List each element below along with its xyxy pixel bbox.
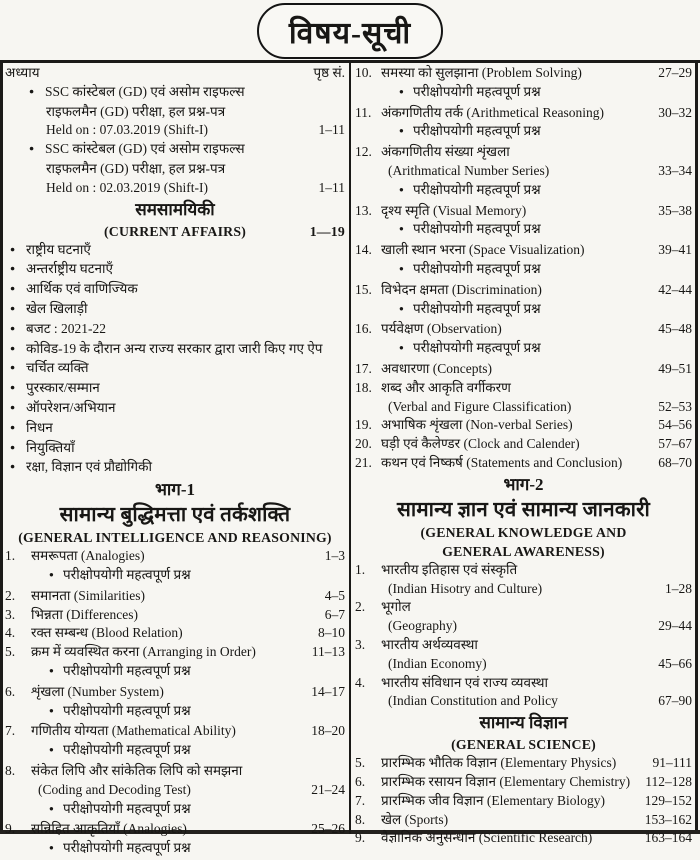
bullet-item-continuation xyxy=(5,179,345,198)
section-title-english xyxy=(355,523,692,542)
entry-text: पुरस्कार/सम्मान xyxy=(26,380,100,396)
toc-entry xyxy=(5,643,345,662)
bullet-item xyxy=(5,359,345,379)
page-range: 33–34 xyxy=(658,162,692,178)
entry-text: 18. xyxy=(355,379,372,395)
entry-text: 9. xyxy=(5,821,16,837)
entry-text: क्रम में व्यवस्थित करना (Arranging in Order) xyxy=(31,644,256,660)
page-range: 112–128 xyxy=(645,773,692,789)
entry-text: राइफलमैन (GD) परीक्षा, हल प्रश्न-पत्र xyxy=(46,103,226,119)
entry-text: परीक्षोपयोगी महत्वपूर्ण प्रश्न xyxy=(63,840,191,856)
page-range: 129–152 xyxy=(644,792,692,808)
entry-text: अन्तर्राष्ट्रीय घटनाएँ xyxy=(26,261,114,277)
part-label xyxy=(355,711,692,735)
toc-subentry xyxy=(355,220,692,241)
toc-entry xyxy=(355,241,692,260)
entry-text: परीक्षोपयोगी महत्वपूर्ण प्रश्न xyxy=(413,221,541,237)
entry-text: गणितीय योग्यता (Mathematical Ability) xyxy=(31,723,236,739)
toc-entry xyxy=(355,416,692,435)
toc-entry xyxy=(5,606,345,625)
entry-text: 14. xyxy=(355,242,372,258)
entry-text: भिन्नता (Differences) xyxy=(31,606,138,622)
page-range: 57–67 xyxy=(658,436,692,452)
toc-entry-continuation xyxy=(355,617,692,636)
entry-text: परीक्षोपयोगी महत्वपूर्ण प्रश्न xyxy=(63,800,191,816)
bullet-item xyxy=(5,241,345,261)
bullet-item xyxy=(5,399,345,419)
entry-text: परीक्षोपयोगी महत्वपूर्ण प्रश्न xyxy=(413,181,541,197)
entry-text: कोविड-19 के दौरान अन्य राज्य सरकार द्वारा जारी किए गए ऐप xyxy=(26,340,323,356)
bullet-item-continuation xyxy=(5,160,345,179)
page-range: 1—19 xyxy=(309,223,345,239)
toc-entry xyxy=(355,754,692,773)
heading-text: भाग-2 xyxy=(503,474,544,494)
page-range: 1–28 xyxy=(665,580,692,596)
part-label xyxy=(5,478,345,502)
page-border-right xyxy=(695,60,698,834)
toc-entry xyxy=(355,792,692,811)
page-range: 4–5 xyxy=(324,587,345,603)
entry-text: घड़ी एवं कैलेण्डर (Clock and Calender) xyxy=(381,436,580,452)
entry-text: 3. xyxy=(5,606,16,622)
entry-text: परीक्षोपयोगी महत्वपूर्ण प्रश्न xyxy=(63,702,191,718)
bullet-icon: ● xyxy=(10,302,16,313)
page-range: 49–51 xyxy=(658,360,692,376)
bullet-icon: ● xyxy=(49,843,54,853)
entry-text: बजट : 2021-22 xyxy=(26,320,107,336)
toc-entry xyxy=(5,547,345,566)
entry-text: भूगोल xyxy=(381,599,411,615)
toc-column-right xyxy=(355,64,692,848)
column-divider-rule xyxy=(349,63,351,834)
entry-text: परीक्षोपयोगी महत्वपूर्ण प्रश्न xyxy=(413,340,541,356)
toc-entry-continuation xyxy=(355,162,692,181)
entry-text: खाली स्थान भरना (Space Visualization) xyxy=(381,242,585,258)
entry-text: प्रारम्भिक भौतिक विज्ञान (Elementary Physics) xyxy=(381,755,617,771)
bullet-icon: ● xyxy=(49,745,54,755)
toc-entry xyxy=(355,561,692,580)
page-range: 18–20 xyxy=(311,723,345,739)
entry-text: शब्द और आकृति वर्गीकरण xyxy=(381,379,511,395)
entry-text: Held on : 07.03.2019 (Shift-I) xyxy=(46,122,208,138)
entry-text: खेल खिलाड़ी xyxy=(26,300,88,316)
bullet-item xyxy=(5,260,345,280)
entry-text: परीक्षोपयोगी महत्वपूर्ण प्रश्न xyxy=(413,260,541,276)
entry-text: SSC कांस्टेबल (GD) एवं असोम राइफल्स xyxy=(45,141,245,157)
heading-text: (GENERAL SCIENCE) xyxy=(451,737,596,753)
section-title-english xyxy=(5,222,345,241)
bullet-icon: ● xyxy=(10,243,16,254)
page-range: पृष्ठ सं. xyxy=(313,65,345,80)
bullet-icon: ● xyxy=(399,303,404,313)
entry-text: (Indian Economy) xyxy=(388,655,487,671)
entry-text: 1. xyxy=(355,561,366,577)
bullet-icon: ● xyxy=(399,343,404,353)
toc-subentry xyxy=(355,83,692,104)
entry-text: संकेत लिपि और सांकेतिक लिपि को समझना xyxy=(31,762,243,778)
toc-entry xyxy=(355,829,692,848)
heading-text: भाग-1 xyxy=(154,480,196,500)
entry-text: 8. xyxy=(355,811,366,827)
entry-text: 2. xyxy=(5,587,16,603)
page-range: 1–11 xyxy=(318,122,345,138)
toc-entry xyxy=(355,281,692,300)
entry-text: खेल (Sports) xyxy=(381,811,449,827)
heading-text: समसामयिकी xyxy=(135,199,215,219)
toc-entry xyxy=(355,598,692,617)
bullet-icon: ● xyxy=(10,322,16,333)
entry-text: अंकगणितीय संख्या शृंखला xyxy=(381,144,510,160)
entry-text: SSC कांस्टेबल (GD) एवं असोम राइफल्स xyxy=(45,83,245,99)
toc-subentry xyxy=(355,260,692,281)
page-range: 52–53 xyxy=(658,398,692,414)
page-range: 153–162 xyxy=(644,811,692,827)
entry-text: 4. xyxy=(355,674,366,690)
entry-text: 5. xyxy=(355,755,366,771)
entry-text: परीक्षोपयोगी महत्वपूर्ण प्रश्न xyxy=(63,662,191,678)
entry-text: 1. xyxy=(5,548,16,564)
entry-text: भारतीय अर्थव्यवस्था xyxy=(381,636,478,652)
heading-text: (GENERAL INTELLIGENCE AND REASONING) xyxy=(18,530,332,546)
entry-text: परीक्षोपयोगी महत्वपूर्ण प्रश्न xyxy=(413,123,541,139)
entry-text: 6. xyxy=(5,683,16,699)
entry-text: अध्याय xyxy=(5,65,40,80)
bullet-item xyxy=(5,300,345,320)
part-label xyxy=(5,198,345,222)
bullet-icon: ● xyxy=(10,263,16,274)
toc-subentry xyxy=(355,122,692,143)
bullet-icon: ● xyxy=(399,86,404,96)
page-range: 14–17 xyxy=(311,683,345,699)
bullet-icon: ● xyxy=(49,665,54,675)
page-range: 54–56 xyxy=(658,417,692,433)
entry-text: 2. xyxy=(355,599,366,615)
page-range: 30–32 xyxy=(658,104,692,120)
bullet-icon: ● xyxy=(49,569,54,579)
entry-text: नियुक्तियाँ xyxy=(26,439,75,455)
bullet-icon: ● xyxy=(10,461,16,472)
entry-text: 5. xyxy=(5,644,16,660)
bullet-icon: ● xyxy=(10,382,16,393)
entry-text: 10. xyxy=(355,65,372,80)
bullet-icon: ● xyxy=(10,362,16,373)
page-range: 6–7 xyxy=(324,606,345,622)
toc-subentry xyxy=(355,300,692,321)
bullet-icon: ● xyxy=(399,224,404,234)
page-range: 42–44 xyxy=(658,281,692,297)
entry-text: सन्निहित आकृतियाँ (Analogies) xyxy=(31,821,187,837)
toc-entry xyxy=(355,454,692,473)
page-range: 8–10 xyxy=(318,625,345,641)
toc-entry xyxy=(355,104,692,123)
entry-text: पर्यवेक्षण (Observation) xyxy=(381,321,502,337)
toc-subentry xyxy=(5,662,345,683)
entry-text: राष्ट्रीय घटनाएँ xyxy=(26,241,91,257)
entry-text: अंकगणितीय तर्क (Arithmetical Reasoning) xyxy=(381,104,604,120)
entry-text: 12. xyxy=(355,144,372,160)
page-range: 25–26 xyxy=(311,821,345,837)
toc-entry xyxy=(355,636,692,655)
entry-text: Held on : 02.03.2019 (Shift-I) xyxy=(46,179,208,195)
entry-text: भारतीय संविधान एवं राज्य व्यवस्था xyxy=(381,674,549,690)
toc-subentry xyxy=(5,702,345,723)
toc-entry-continuation xyxy=(355,580,692,599)
toc-entry xyxy=(355,674,692,693)
entry-text: अवधारणा (Concepts) xyxy=(381,360,493,376)
entry-text: 15. xyxy=(355,281,372,297)
bullet-icon: ● xyxy=(10,342,16,353)
toc-entry xyxy=(355,360,692,379)
entry-text: परीक्षोपयोगी महत्वपूर्ण प्रश्न xyxy=(63,566,191,582)
toc-subentry xyxy=(355,339,692,360)
entry-text: समरूपता (Analogies) xyxy=(31,548,145,564)
toc-subentry xyxy=(5,839,345,860)
section-title-english xyxy=(5,528,345,547)
bullet-icon: ● xyxy=(399,184,404,194)
section-title-english xyxy=(355,735,692,754)
entry-text: अभाषिक शृंखला (Non-verbal Series) xyxy=(381,417,573,433)
bullet-item xyxy=(5,83,345,103)
toc-subentry xyxy=(355,181,692,202)
entry-text: (Coding and Decoding Test) xyxy=(38,781,191,797)
page-range: 11–13 xyxy=(311,644,345,660)
bullet-item xyxy=(5,280,345,300)
entry-text: शृंखला (Number System) xyxy=(31,683,164,699)
toc-entry xyxy=(355,202,692,221)
entry-text: कथन एवं निष्कर्ष (Statements and Conclusion) xyxy=(381,454,623,470)
bullet-icon: ● xyxy=(49,705,54,715)
bullet-item xyxy=(5,439,345,459)
bullet-item-continuation xyxy=(5,103,345,122)
page-range: 39–41 xyxy=(658,242,692,258)
entry-text: 7. xyxy=(5,723,16,739)
page-range: 27–29 xyxy=(658,65,692,80)
page-range: 163–164 xyxy=(644,830,692,846)
entry-text: रक्षा, विज्ञान एवं प्रौद्योगिकी xyxy=(26,459,152,475)
bullet-icon: ● xyxy=(49,803,54,813)
bullet-item xyxy=(5,379,345,399)
toc-entry-continuation xyxy=(355,692,692,711)
page-range: 67–90 xyxy=(658,693,692,709)
page-range: 45–48 xyxy=(658,321,692,337)
entry-text: 9. xyxy=(355,830,366,846)
entry-text: 4. xyxy=(5,625,16,641)
entry-text: (Geography) xyxy=(388,618,457,634)
entry-text: (Arithmatical Number Series) xyxy=(388,162,550,178)
entry-text: 8. xyxy=(5,762,16,778)
heading-text: (GENERAL KNOWLEDGE AND xyxy=(420,524,627,540)
bullet-icon: ● xyxy=(29,143,35,154)
heading-text: सामान्य बुद्धिमत्ता एवं तर्कशक्ति xyxy=(59,504,291,527)
part-label xyxy=(355,473,692,497)
page-range: 68–70 xyxy=(658,454,692,470)
entry-text: परीक्षोपयोगी महत्वपूर्ण प्रश्न xyxy=(413,300,541,316)
page-range: 1–11 xyxy=(318,179,345,195)
bullet-item xyxy=(5,458,345,478)
toc-entry xyxy=(355,379,692,398)
entry-text: ऑपरेशन/अभियान xyxy=(26,399,116,415)
heading-text: सामान्य विज्ञान xyxy=(479,713,568,733)
entry-text: वैज्ञानिक अनुसन्धान (Scientific Research) xyxy=(381,830,593,846)
toc-subentry xyxy=(5,741,345,762)
entry-text: परीक्षोपयोगी महत्वपूर्ण प्रश्न xyxy=(413,83,541,99)
entry-text: (Indian Hisotry and Culture) xyxy=(388,580,543,596)
page-range: 21–24 xyxy=(311,781,345,797)
bullet-item-continuation xyxy=(5,121,345,140)
toc-entry xyxy=(5,683,345,702)
bullet-icon: ● xyxy=(399,126,404,136)
heading-text: GENERAL AWARENESS) xyxy=(442,543,605,559)
entry-text: समस्या को सुलझाना (Problem Solving) xyxy=(381,65,582,80)
entry-text: आर्थिक एवं वाणिज्यिक xyxy=(26,281,138,297)
toc-entry xyxy=(5,820,345,839)
entry-text: प्रारम्भिक जीव विज्ञान (Elementary Biology) xyxy=(381,792,605,808)
section-title-english xyxy=(355,542,692,561)
toc-entry xyxy=(5,624,345,643)
entry-text: 17. xyxy=(355,360,372,376)
column-header-row xyxy=(5,64,345,83)
page-title-text: विषय-सूची xyxy=(288,16,412,50)
entry-text: परीक्षोपयोगी महत्वपूर्ण प्रश्न xyxy=(63,742,191,758)
toc-entry xyxy=(355,64,692,83)
entry-text: 11. xyxy=(355,104,372,120)
entry-text: 19. xyxy=(355,417,372,433)
entry-text: (Indian Constitution and Policy xyxy=(388,693,558,709)
top-divider-rule xyxy=(0,60,700,63)
entry-text: चर्चित व्यक्ति xyxy=(26,360,89,376)
section-title-hindi xyxy=(5,502,345,528)
toc-entry xyxy=(355,773,692,792)
page-border-left xyxy=(0,60,3,834)
bullet-item xyxy=(5,419,345,439)
page-title xyxy=(257,3,443,59)
entry-text: 6. xyxy=(355,773,366,789)
entry-text: निधन xyxy=(26,419,53,435)
page-range: 1–3 xyxy=(324,548,345,564)
toc-column-left xyxy=(5,64,345,860)
bullet-icon: ● xyxy=(399,263,404,273)
heading-text: (CURRENT AFFAIRS) xyxy=(103,223,246,239)
entry-text: भारतीय इतिहास एवं संस्कृति xyxy=(381,561,518,577)
entry-text: 20. xyxy=(355,436,372,452)
entry-text: विभेदन क्षमता (Discrimination) xyxy=(381,281,542,297)
toc-entry xyxy=(355,435,692,454)
bullet-icon: ● xyxy=(10,283,16,294)
entry-text: 16. xyxy=(355,321,372,337)
entry-text: दृश्य स्मृति (Visual Memory) xyxy=(381,202,527,218)
heading-text: सामान्य ज्ञान एवं सामान्य जानकारी xyxy=(396,498,651,521)
toc-entry xyxy=(5,762,345,781)
toc-entry-continuation xyxy=(355,398,692,417)
toc-entry-continuation xyxy=(355,655,692,674)
bullet-icon: ● xyxy=(10,421,16,432)
page-range: 29–44 xyxy=(658,618,692,634)
entry-text: राइफलमैन (GD) परीक्षा, हल प्रश्न-पत्र xyxy=(46,160,226,176)
toc-subentry xyxy=(5,800,345,821)
toc-entry xyxy=(5,587,345,606)
page-range: 45–66 xyxy=(658,655,692,671)
entry-text: 7. xyxy=(355,792,366,808)
section-title-hindi xyxy=(355,497,692,523)
toc-entry xyxy=(355,811,692,830)
entry-text: समानता (Similarities) xyxy=(31,587,145,603)
bullet-icon: ● xyxy=(10,401,16,412)
entry-text: 13. xyxy=(355,202,372,218)
bullet-icon: ● xyxy=(10,441,16,452)
bullet-icon: ● xyxy=(29,85,35,96)
entry-text: रक्त सम्बन्ध (Blood Relation) xyxy=(31,625,183,641)
toc-entry xyxy=(355,320,692,339)
toc-subentry xyxy=(5,566,345,587)
entry-text: 21. xyxy=(355,454,372,470)
entry-text: 3. xyxy=(355,636,366,652)
toc-entry xyxy=(5,722,345,741)
page-range: 91–111 xyxy=(652,755,692,771)
page-range: 35–38 xyxy=(658,202,692,218)
bullet-item xyxy=(5,140,345,160)
toc-entry xyxy=(355,143,692,162)
bullet-item xyxy=(5,320,345,340)
entry-text: प्रारम्भिक रसायन विज्ञान (Elementary Chemistry) xyxy=(381,773,631,789)
toc-entry-continuation xyxy=(5,781,345,800)
bullet-item xyxy=(5,340,345,360)
entry-text: (Verbal and Figure Classification) xyxy=(388,398,572,414)
